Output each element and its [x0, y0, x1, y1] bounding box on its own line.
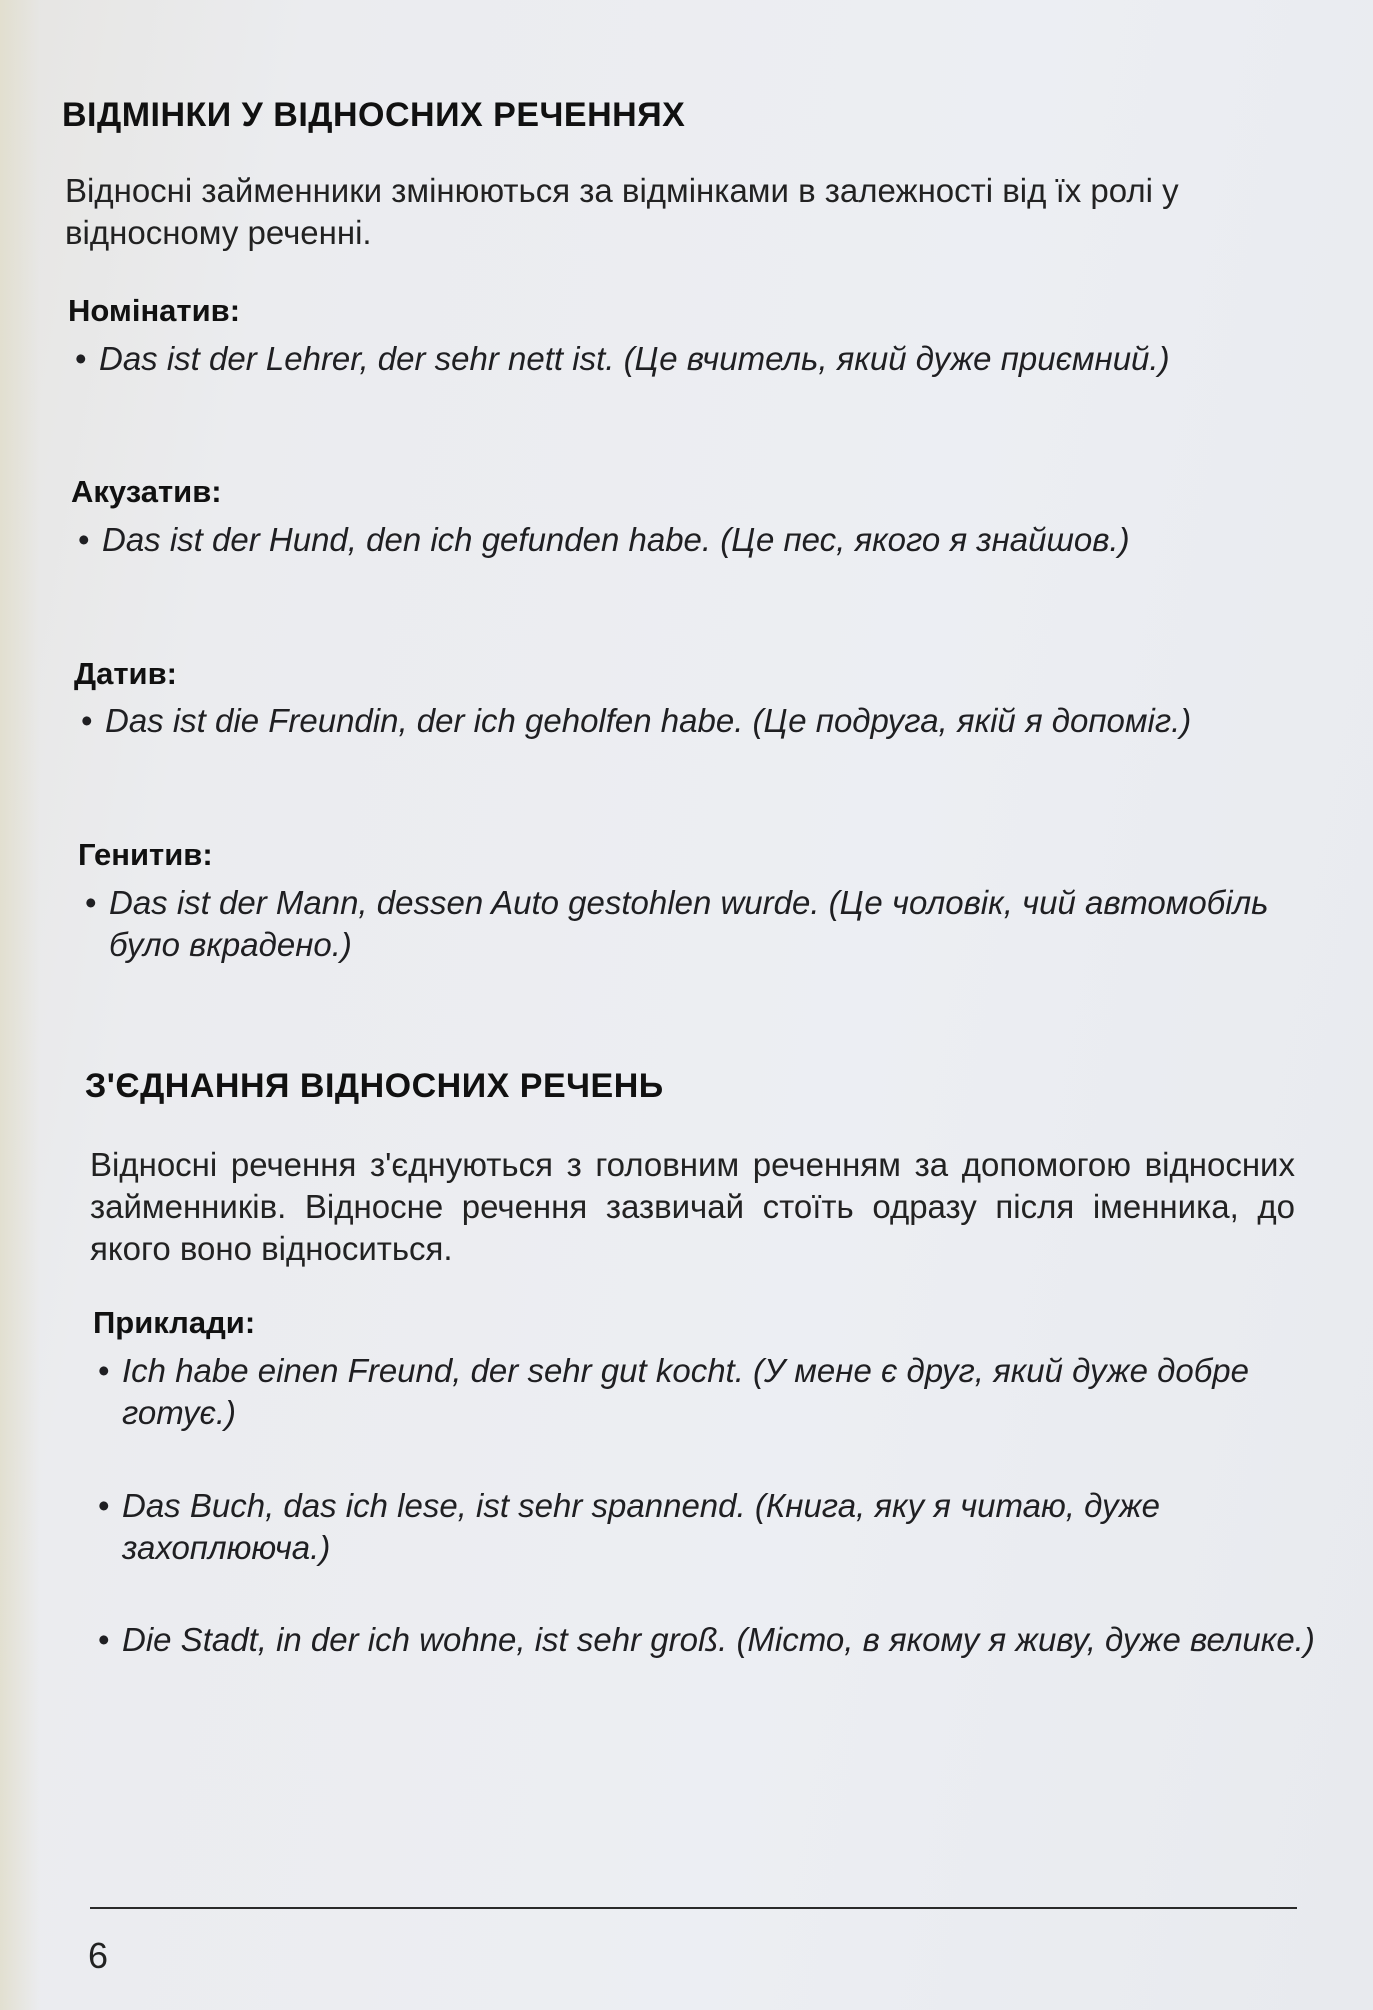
bullet-icon: • [75, 340, 87, 377]
page-number: 6 [88, 1935, 109, 1976]
case-example-dative: • Das ist die Freundin, der ich geholfen habe. (Це подруга, якій я допоміг.) [81, 700, 1295, 742]
section-intro-cases: Відносні займенники змінюються за відмінками в залежності від їх ролі у відносному реченні. [65, 172, 1179, 251]
bullet-icon: • [81, 702, 93, 739]
case-label-genitive: Генитив: [78, 837, 213, 872]
example-item: • Ich habe einen Freund, der sehr gut kocht. (У мене є друг, який дуже добре готує.) [98, 1352, 1250, 1431]
examples-label: Приклади: [93, 1305, 256, 1340]
section-intro-joining: Відносні речення з'єднуються з головним реченням за допомогою відносних займенників. Відносне речення зазвичай стоїть одразу після іменника, до якого воно відноситься. [90, 1146, 1295, 1267]
bullet-icon: • [98, 1487, 110, 1524]
section-title-cases: ВІДМІНКИ У ВІДНОСНИХ РЕЧЕННЯХ [62, 96, 686, 134]
page-edge-shadow [0, 0, 40, 2010]
case-example-accusative: • Das ist der Hund, den ich gefunden habe. (Це пес, якого я знайшов.) [78, 519, 1262, 561]
bullet-icon: • [98, 1621, 110, 1658]
case-example-genitive: • Das ist der Mann, dessen Auto gestohlen wurde. (Це чоловік, чий автомобіль було вкрадено.) [85, 884, 1269, 963]
bullet-icon: • [78, 521, 90, 558]
case-label-nominative: Номінатив: [68, 293, 241, 328]
bullet-icon: • [85, 884, 97, 921]
bullet-icon: • [98, 1352, 110, 1389]
case-example-nominative: • Das ist der Lehrer, der sehr nett ist. (Це вчитель, який дуже приємний.) [75, 338, 1259, 380]
footer-divider [90, 1907, 1297, 1909]
example-item: • Das Buch, das ich lese, ist sehr spannend. (Книга, яку я читаю, дуже захоплююча.) [98, 1487, 1160, 1566]
section-title-joining: З'ЄДНАННЯ ВІДНОСНИХ РЕЧЕНЬ [85, 1067, 664, 1105]
example-item: • Die Stadt, in der ich wohne, ist sehr groß. (Місто, в якому я живу, дуже велике.) [98, 1619, 1332, 1661]
case-label-dative: Датив: [74, 656, 177, 691]
case-label-accusative: Акузатив: [71, 474, 222, 509]
